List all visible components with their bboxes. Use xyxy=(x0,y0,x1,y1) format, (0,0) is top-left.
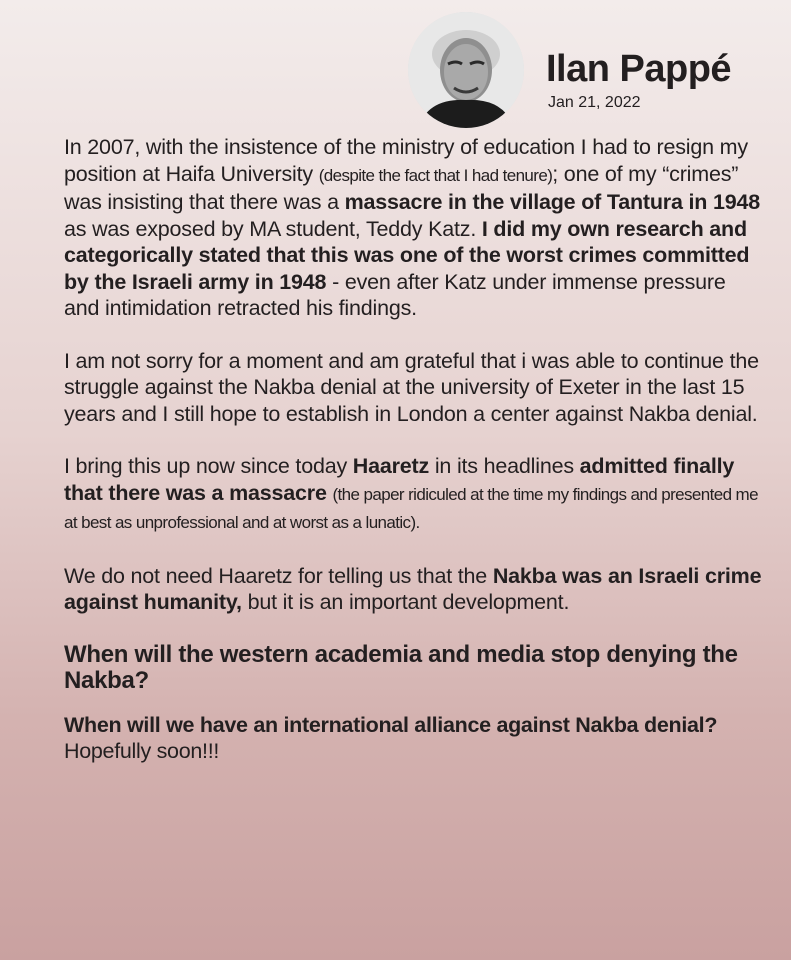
text-span-small: . xyxy=(415,513,420,532)
question-1: When will the western academia and media stop denying the Nakba? xyxy=(64,640,738,694)
question-2 xyxy=(64,712,764,764)
text-span-small: (despite the fact that I had tenure) xyxy=(318,165,553,185)
post-header xyxy=(408,12,778,132)
text-span: as was exposed by MA student, Teddy Katz. xyxy=(64,216,482,241)
paragraph-4 xyxy=(64,563,764,616)
text-span: We do not need Haaretz for telling us that the xyxy=(64,563,493,588)
post-date: Jan 21, 2022 xyxy=(548,94,641,111)
text-span-small: (the paper ridiculed at the time my findings and presented me at best as unprofessional and at worst as a lunatic) xyxy=(64,484,758,532)
avatar xyxy=(408,12,524,128)
text-span: In 2007, with the insistence of the ministry of education I had to resign my position at Haifa University xyxy=(64,135,748,186)
author-portrait-image xyxy=(408,12,524,128)
paragraph-2 xyxy=(64,348,764,428)
post-body xyxy=(64,134,764,764)
text-span: - even after Katz under immense pressure and intimidation retracted his findings. xyxy=(64,269,726,320)
text-span: in its headlines xyxy=(429,454,580,478)
text-span: ; one of my “crimes” was insisting that there was a xyxy=(64,161,739,214)
bold-text: massacre in the village of Tantura in 1948 xyxy=(344,190,761,214)
text-span: I am not sorry for a moment and am grateful that i was able to continue the struggle against the Nakba denial at the university of Exeter in the last 15 years and I still hope to establish in London a center against Nakba denial. xyxy=(64,348,759,426)
bold-text: Haaretz xyxy=(352,454,430,478)
text-span: Hopefully soon!!! xyxy=(64,738,220,763)
paragraph-1 xyxy=(64,134,764,322)
paragraph-3 xyxy=(64,453,764,537)
bold-text: When will we have an international alliance against Nakba denial? xyxy=(64,712,718,737)
bold-text: I did my own research and categorically stated that this was one of the worst crimes committed by the Israeli army in 1948 xyxy=(64,216,750,294)
bold-text: admitted finally that there was a massacre xyxy=(64,454,735,505)
text-span: but it is an important development. xyxy=(241,590,570,614)
bold-text: Nakba was an Israeli crime against humanity, xyxy=(64,563,762,614)
author-name: Ilan Pappé xyxy=(546,48,732,90)
text-span: I bring this up now since today xyxy=(64,454,353,478)
